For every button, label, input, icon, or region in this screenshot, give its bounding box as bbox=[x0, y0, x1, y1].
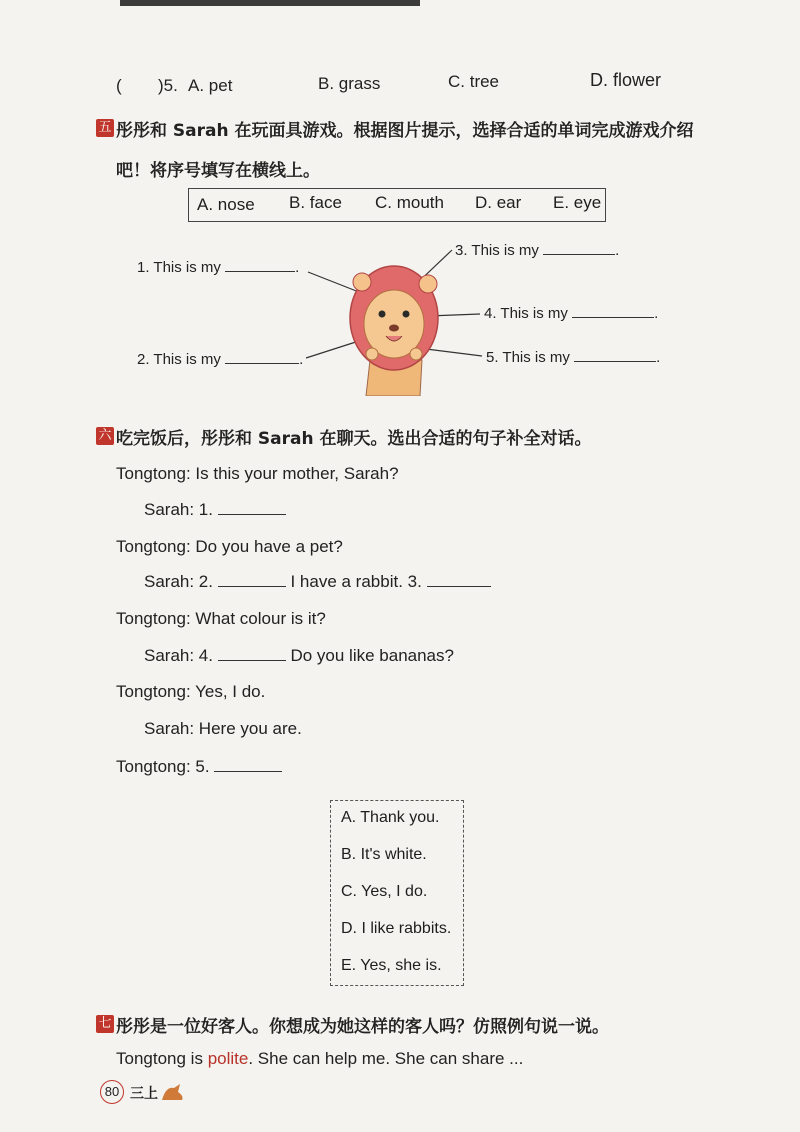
mask-item-2: 2. This is my . bbox=[137, 351, 304, 368]
section-5-instruction-line2: 吧！将序号填写在横线上。 bbox=[116, 161, 320, 181]
section-7-instruction: 彤彤是一位好客人。你想成为她这样的客人吗？仿照例句说一说。 bbox=[116, 1017, 609, 1037]
grade-label: 三上 bbox=[130, 1086, 158, 1102]
choice-d: D. I like rabbits. bbox=[341, 920, 452, 937]
choice-b: B. It's white. bbox=[341, 846, 427, 863]
mask-item-3: 3. This is my . bbox=[455, 242, 620, 259]
sentence-choices-box bbox=[330, 800, 464, 986]
word-option-b: B. face bbox=[289, 193, 342, 212]
word-option-a: A. nose bbox=[197, 195, 255, 214]
word-options-box bbox=[188, 188, 606, 222]
page-number: 80 bbox=[100, 1080, 124, 1104]
dialogue-line-8: Sarah: Here you are. bbox=[144, 719, 302, 738]
section-6-instruction: 吃完饭后，彤彤和 Sarah 在聊天。选出合适的句子补全对话。 bbox=[116, 429, 592, 449]
dialogue-line-2: Sarah: 1. bbox=[144, 500, 286, 520]
choice-e: E. Yes, she is. bbox=[341, 957, 442, 974]
word-option-d: D. ear bbox=[475, 193, 522, 212]
dialogue-line-3: Tongtong: Do you have a pet? bbox=[116, 537, 343, 556]
q5-option-c: C. tree bbox=[448, 72, 500, 91]
dialogue-line-1: Tongtong: Is this your mother, Sarah? bbox=[116, 464, 399, 483]
section-5-instruction-line1: 彤彤和 Sarah 在玩面具游戏。根据图片提示，选择合适的单词完成游戏介绍 bbox=[116, 121, 694, 141]
word-option-e: E. eye bbox=[553, 193, 602, 212]
mask-item-5: 5. This is my . bbox=[486, 349, 661, 366]
mask-item-4: 4. This is my . bbox=[484, 305, 659, 322]
dialogue-line-6: Sarah: 4. Do you like bananas? bbox=[144, 646, 454, 665]
answer-paren-open: ( bbox=[116, 76, 122, 95]
choice-c: C. Yes, I do. bbox=[341, 883, 428, 900]
top-scan-edge bbox=[120, 0, 420, 6]
section-5-badge: 五 bbox=[96, 119, 114, 137]
fox-icon bbox=[160, 1082, 186, 1102]
section-6-badge: 六 bbox=[96, 427, 114, 445]
dialogue-line-9: Tongtong: 5. bbox=[116, 757, 282, 777]
q5-option-d: D. flower bbox=[590, 70, 662, 90]
section-7-badge: 七 bbox=[96, 1015, 114, 1033]
q5-option-b: B. grass bbox=[318, 74, 381, 93]
q5-option-a: A. pet bbox=[188, 76, 233, 95]
dialogue-line-4: Sarah: 2. I have a rabbit. 3. bbox=[144, 572, 491, 592]
question-number: )5. bbox=[158, 76, 178, 95]
word-option-c: C. mouth bbox=[375, 193, 444, 212]
choice-a: A. Thank you. bbox=[341, 809, 440, 826]
pointer-line-2 bbox=[306, 340, 362, 358]
dialogue-line-7: Tongtong: Yes, I do. bbox=[116, 682, 266, 701]
example-sentence: Tongtong is polite. She can help me. She can share ... bbox=[116, 1049, 524, 1068]
dialogue-line-5: Tongtong: What colour is it? bbox=[116, 609, 326, 628]
mask-item-1: 1. This is my . bbox=[137, 259, 300, 276]
